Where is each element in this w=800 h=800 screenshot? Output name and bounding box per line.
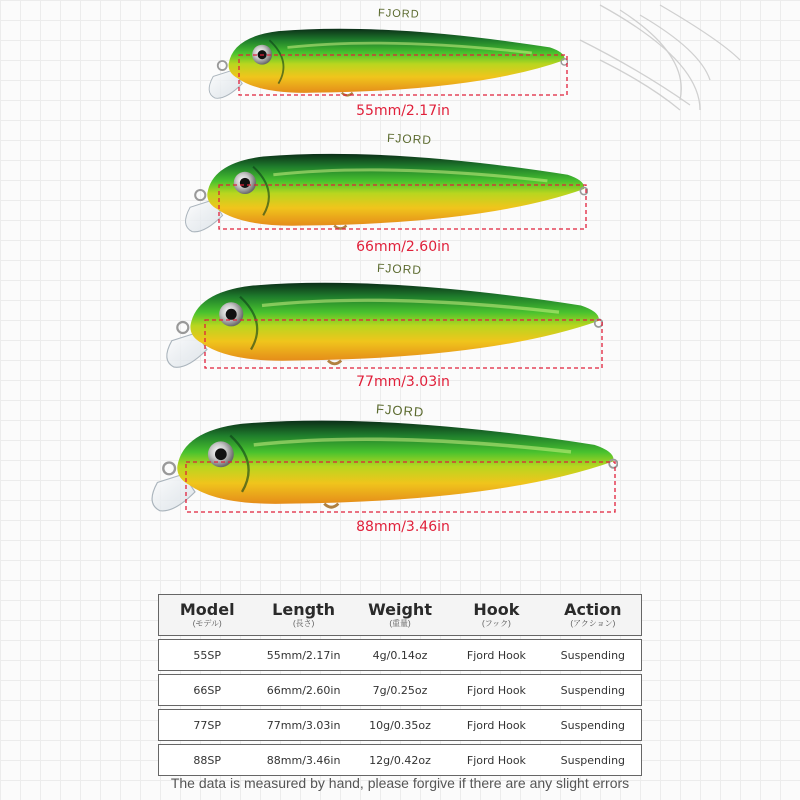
cell-model: 77SP bbox=[193, 718, 222, 732]
header-length-sub: (長さ) bbox=[292, 619, 315, 628]
header-model bbox=[159, 601, 255, 629]
cell-hook: Fjord Hook bbox=[466, 648, 526, 662]
cell-action: Suspending bbox=[560, 718, 626, 732]
spec-table-header bbox=[158, 594, 642, 636]
spec-table bbox=[158, 594, 642, 776]
lure-88 bbox=[152, 421, 617, 512]
cell-length: 88mm/3.46in bbox=[266, 753, 341, 767]
brand-mark-1: FJORD bbox=[377, 7, 420, 21]
header-action bbox=[545, 601, 641, 629]
cell-model: 88SP bbox=[193, 753, 222, 767]
header-action-sub: (アクション) bbox=[570, 619, 616, 628]
size-label-55: 55mm/2.17in bbox=[356, 103, 450, 119]
cell-action: Suspending bbox=[560, 753, 626, 767]
cell-hook: Fjord Hook bbox=[466, 753, 526, 767]
header-action-title: Action bbox=[564, 600, 622, 619]
header-weight-title: Weight bbox=[368, 600, 432, 619]
header-model-sub: (モデル) bbox=[192, 619, 222, 628]
header-hook bbox=[448, 601, 544, 629]
brand-mark-4: FJORD bbox=[375, 401, 425, 420]
cell-model: 66SP bbox=[193, 683, 222, 697]
table-row bbox=[158, 744, 642, 776]
cell-hook: Fjord Hook bbox=[466, 683, 526, 697]
size-label-66: 66mm/2.60in bbox=[356, 239, 450, 255]
table-row bbox=[158, 709, 642, 741]
table-row bbox=[158, 674, 642, 706]
cell-length: 66mm/2.60in bbox=[266, 683, 341, 697]
size-label-88: 88mm/3.46in bbox=[356, 519, 450, 535]
cell-weight: 12g/0.42oz bbox=[369, 753, 431, 767]
lure-77 bbox=[167, 283, 603, 368]
header-hook-sub: (フック) bbox=[482, 619, 511, 628]
header-length-title: Length bbox=[272, 600, 336, 619]
lure-66 bbox=[186, 154, 588, 232]
cell-length: 77mm/3.03in bbox=[266, 718, 341, 732]
measurement-footnote: The data is measured by hand, please forgive if there are any slight errors bbox=[170, 775, 630, 791]
header-weight-sub: (重量) bbox=[389, 619, 411, 628]
cell-hook: Fjord Hook bbox=[466, 718, 526, 732]
cell-model: 55SP bbox=[193, 648, 222, 662]
lure-55 bbox=[209, 29, 567, 99]
brand-mark-3: FJORD bbox=[376, 260, 423, 278]
header-length bbox=[255, 601, 351, 629]
brand-mark-2: FJORD bbox=[386, 130, 433, 148]
cell-weight: 10g/0.35oz bbox=[369, 718, 431, 732]
size-label-77: 77mm/3.03in bbox=[356, 374, 450, 390]
cell-weight: 4g/0.14oz bbox=[372, 648, 428, 662]
header-weight bbox=[352, 601, 448, 629]
cell-weight: 7g/0.25oz bbox=[372, 683, 428, 697]
cell-length: 55mm/2.17in bbox=[266, 648, 341, 662]
cell-action: Suspending bbox=[560, 683, 626, 697]
cell-action: Suspending bbox=[560, 648, 626, 662]
header-model-title: Model bbox=[179, 600, 235, 619]
table-row bbox=[158, 639, 642, 671]
fish-skeleton-decoration bbox=[580, 5, 740, 110]
header-hook-title: Hook bbox=[473, 600, 520, 619]
